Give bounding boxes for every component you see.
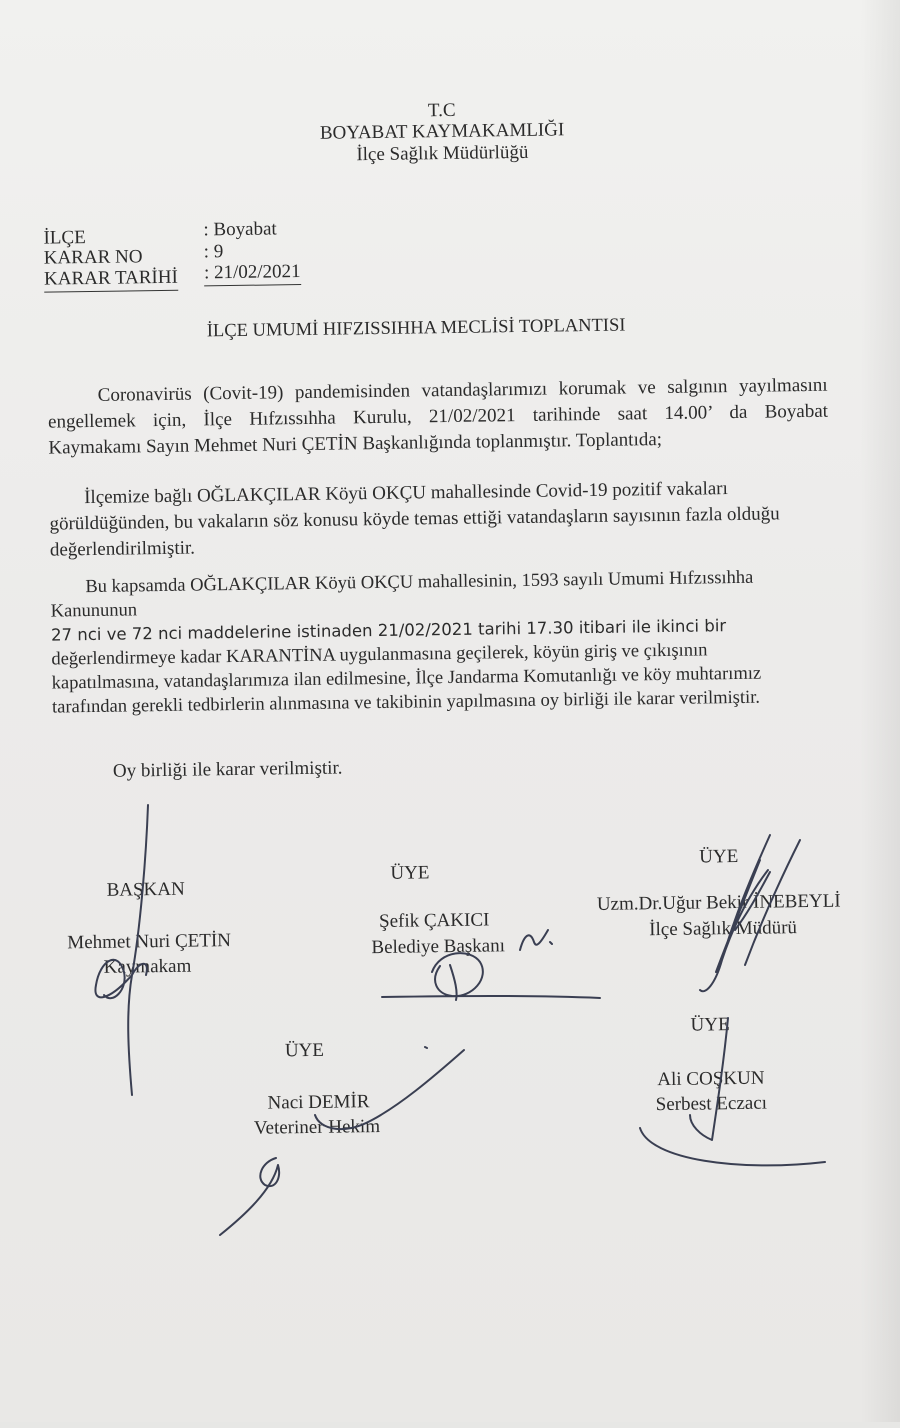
karar-tarihi-value: : 21/02/2021 [204,261,301,286]
p3-line-6: tarafından gerekli tedbirlerin alınmasına ve takibinin yapılmasına oy birliği ile karar verilmiştir. [51,687,761,718]
uye1-title: ÜYE [390,862,430,884]
uye3-name: Naci DEMİR [267,1091,370,1114]
ilce-value: : Boyabat [203,218,277,241]
p1-line-2: engellemek için, İlçe Hıfzıssıhha Kurulu, 21/02/2021 tarihinde saat 14.00’ da Boyabat [47,400,829,433]
p3-line-5: kapatılmasına, vatandaşlarımıza ilan edilmesine, İlçe Jandarma Komutanlığı ve köy muhtarımız [51,663,762,694]
uye4-title: ÜYE [690,1014,730,1036]
karar-no-value: : 9 [203,241,224,263]
uye3-signature [220,1047,464,1235]
karar-tarihi-label: KARAR TARİHİ [44,267,178,293]
uye1-signature [382,930,600,1000]
uye2-role: İlçe Sağlık Müdürü [649,917,798,941]
uye1-role: Belediye Başkanı [371,935,506,959]
header-department: İlçe Sağlık Müdürlüğü [356,141,529,166]
p3-line-4: değerlendirmeye kadar KARANTİNA uygulanmasına geçilerek, köyün giriş ve çıkışının [51,640,708,670]
baskan-title: BAŞKAN [106,878,185,901]
baskan-name: Mehmet Nuri ÇETİN [67,930,232,954]
baskan-signature [95,805,148,1095]
uye2-signature [700,835,800,991]
uye2-title: ÜYE [699,845,739,868]
closing-statement: Oy birliği ile karar verilmiştir. [112,757,343,782]
p3-line-3: 27 nci ve 72 nci maddelerine istinaden 21/02/2021 tarihi 17.30 itibari ile ikinci bir [50,616,727,645]
uye3-title: ÜYE [284,1039,325,1062]
karar-no-label: KARAR NO [43,246,143,269]
p2-line-1: İlçemize bağlı OĞLAKÇILAR Köyü OKÇU mahallesinde Covid-19 pozitif vakaları [83,478,728,509]
uye2-name: Uzm.Dr.Uğur Bekir İNEBEYLİ [596,890,841,915]
p3-line-1: Bu kapsamda OĞLAKÇILAR Köyü OKÇU mahallesinin, 1593 sayılı Umumi Hıfzıssıhha [85,567,754,598]
uye4-name: Ali COŞKUN [657,1067,765,1091]
baskan-role: Kaymakam [103,955,192,978]
p1-line-1: Coronavirüs (Covit-19) pandemisinden vatandaşlarımızı korumak ve salgının yayılmasını [97,374,828,406]
p2-line-3: değerlendirilmiştir. [49,537,196,561]
header-institution: BOYABAT KAYMAKAMLIĞI [319,119,565,144]
uye1-name: Şefik ÇAKICI [378,909,490,933]
p1-line-3: Kaymakamı Sayın Mehmet Nuri ÇETİN Başkanlığında toplanmıştır. Toplantıda; [48,429,663,459]
ilce-label: İLÇE [43,227,86,249]
uye4-role: Serbest Eczacı [655,1092,768,1116]
header-line-tc: T.C [427,99,456,122]
p3-line-2: Kanununun [50,600,138,622]
p2-line-2: görüldüğünden, bu vakaların söz konusu köyde temas ettiği vatandaşların sayısının fazla olduğu [49,503,780,535]
uye3-role: Veteriner Hekim [253,1116,381,1139]
uye4-signature [640,1018,825,1165]
document-title: İLÇE UMUMİ HIFZISSIHHA MECLİSİ TOPLANTISI [206,315,626,342]
